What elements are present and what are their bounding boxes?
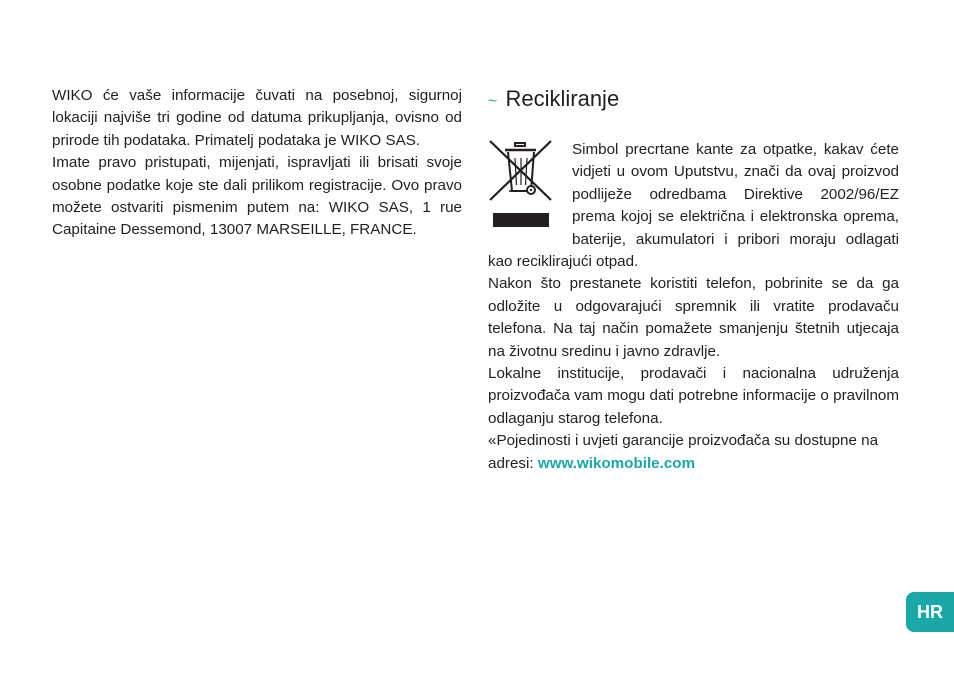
section-heading [488, 85, 899, 116]
left-column [52, 85, 462, 242]
website-link[interactable]: www.wikomobile.com [537, 454, 696, 472]
paragraph-disposal: Nakon što prestanete koristiti telefon, pobrinite se da ga odložite u odgovarajući spremnik ili vratite prodavaču telefona. Na taj način pomažete smanjenju štetnih utjecaja na životnu sredinu i javno zdravlje. [488, 275, 899, 360]
paragraph-data-retention: WIKO će vaše informacije čuvati na posebnoj, sigurnoj lokaciji najviše tri godine od datuma prikupljanja, ovisno od prirode tih podataka. Primatelj podataka je WIKO SAS. [52, 87, 462, 149]
heading-marker: ~ [488, 93, 498, 110]
paragraph-recycling-symbol: Simbol precrtane kante za otpatke, kakav ćete vidjeti u ovom Uputstvu, znači da ovaj proizvod podliježe odredbama Direktive 2002/96/EZ prema kojoj se električna i elektronska oprema, baterije, akumulatori i pribori moraju odlagati kao reciklirajući otpad. [488, 141, 899, 271]
right-column [488, 85, 899, 475]
crossed-out-wheelie-bin-icon [488, 139, 558, 231]
paragraph-data-rights: Imate pravo pristupati, mijenjati, ispravljati ili brisati svoje osobne podatke koje ste dali prilikom registracije. Ovo pravo možete ostvariti pismenim putem na: WIKO SAS, 1 rue Capitaine Dessemond, 13007 MARSEILLE, FRANCE. [52, 154, 462, 239]
paragraph-local-info: Lokalne institucije, prodavači i nacionalna udruženja proizvođača vam mogu dati potrebne informacije o pravilnom odlaganju starog telefona. [488, 365, 899, 427]
warranty-text: «Pojedinosti i uvjeti garancije proizvođača su dostupne na adresi: [488, 432, 879, 472]
heading-text: Recikliranje [505, 86, 620, 111]
paragraph-warranty [488, 430, 899, 475]
language-badge: HR [906, 592, 954, 632]
